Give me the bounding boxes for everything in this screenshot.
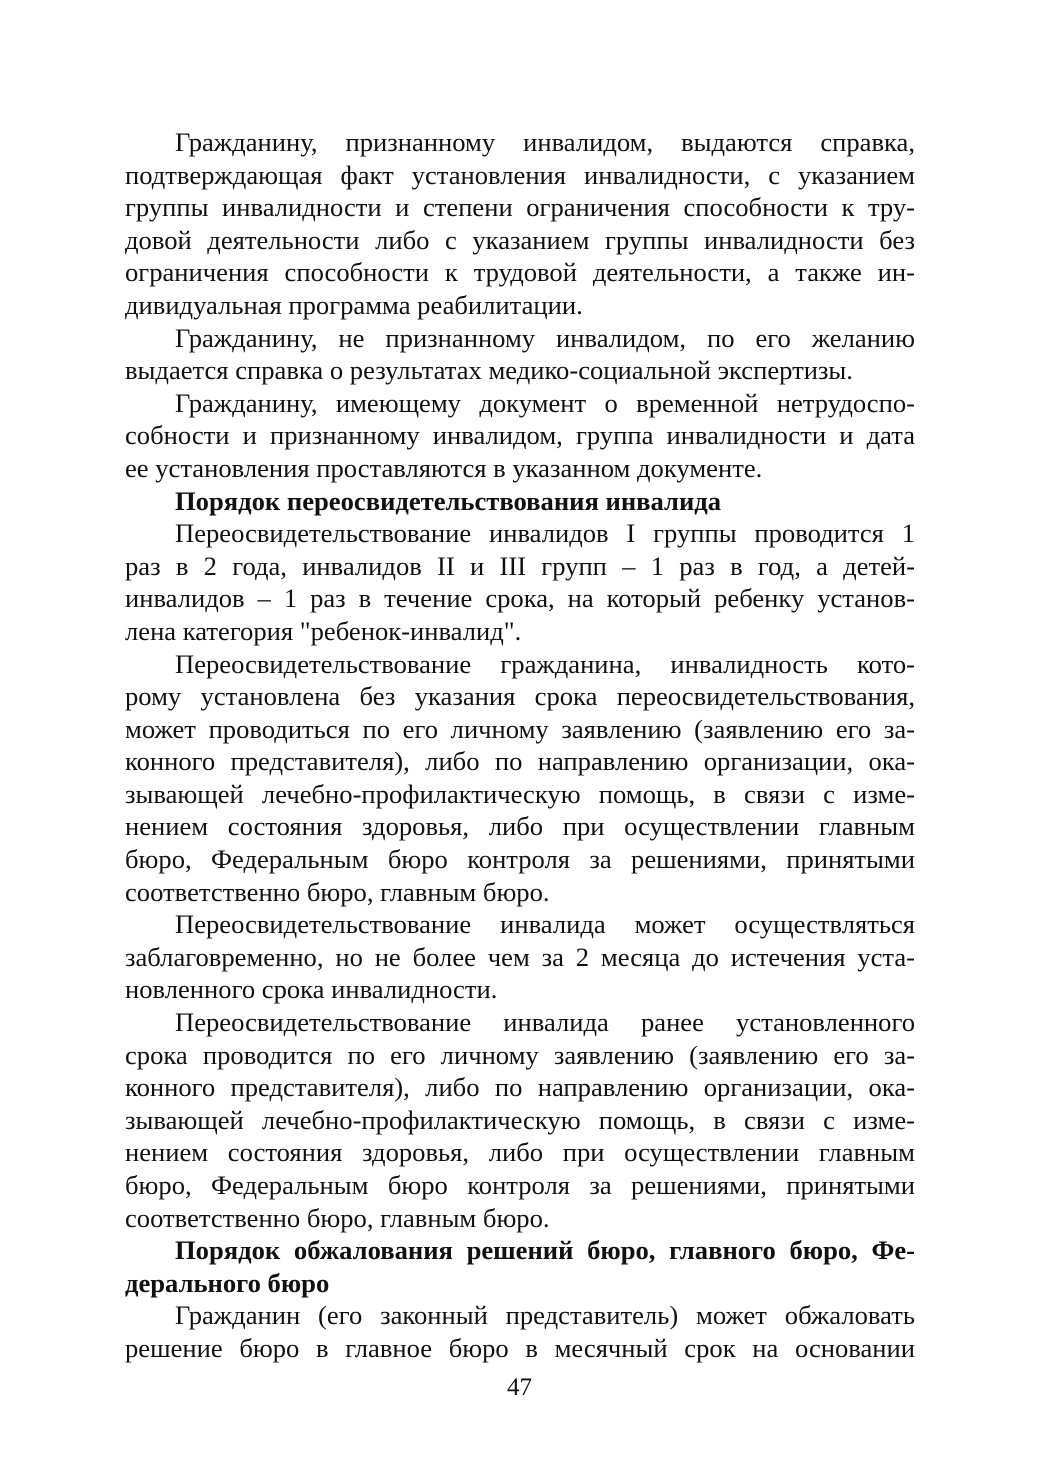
paragraph bbox=[125, 517, 915, 647]
text-line: Переосвидетельствование инвалида ранее установленного bbox=[175, 1007, 915, 1038]
text-line: бюро, Федеральным бюро контроля за решениями, принятыми bbox=[125, 1170, 915, 1200]
text-line: бюро, Федеральным бюро контроля за решениями, принятыми bbox=[125, 844, 915, 875]
paragraph bbox=[125, 387, 915, 485]
text-line: решение бюро в главное бюро в месячный срок на основании bbox=[125, 1332, 915, 1363]
page-body bbox=[125, 126, 915, 1365]
text-line: Гражданину, имеющему документ о временной нетрудоспо- bbox=[175, 387, 915, 418]
text-line: Гражданину, не признанному инвалидом, по его желанию bbox=[175, 322, 915, 353]
text-line: Гражданину, признанному инвалидом, выдаются справка, bbox=[175, 127, 915, 157]
paragraph bbox=[125, 648, 915, 909]
text-line: соответственно бюро, главным бюро. bbox=[125, 1202, 550, 1233]
text-line: может проводиться по его личному заявлению (заявлению его за- bbox=[125, 713, 915, 744]
text-line: выдается справка о результатах медико-социальной экспертизы. bbox=[125, 355, 853, 386]
text-line: конного представителя), либо по направлению организации, ока- bbox=[125, 1072, 915, 1103]
text-line: рому установлена без указания срока переосвидетельствования, bbox=[125, 681, 915, 712]
heading-line: Порядок переосвидетельствования инвалида bbox=[175, 485, 722, 516]
text-line: лена категория "ребенок-инвалид". bbox=[125, 615, 522, 646]
text-line: соответственно бюро, главным бюро. bbox=[125, 876, 550, 907]
heading-line: дерального бюро bbox=[125, 1267, 330, 1298]
paragraph bbox=[125, 1299, 915, 1364]
text-line: дивидуальная программа реабилитации. bbox=[125, 289, 583, 320]
text-line: срока проводится по его личному заявлению (заявлению его за- bbox=[125, 1039, 915, 1070]
text-line: Переосвидетельствование гражданина, инвалидность кото- bbox=[175, 648, 915, 679]
text-line: довой деятельности либо с указанием группы инвалидности без bbox=[125, 224, 915, 255]
text-line: группы инвалидности и степени ограничения способности к тру- bbox=[125, 192, 915, 223]
text-line: подтверждающая факт установления инвалидности, с указанием bbox=[125, 159, 915, 190]
text-line: раз в 2 года, инвалидов II и III групп – 1 раз в год, а детей- bbox=[125, 550, 915, 581]
text-line: нением состояния здоровья, либо при осуществлении главным bbox=[125, 811, 915, 842]
text-line: нением состояния здоровья, либо при осуществлении главным bbox=[125, 1137, 915, 1168]
page-number: 47 bbox=[507, 1374, 532, 1401]
section-heading bbox=[125, 485, 915, 518]
heading-line: Порядок обжалования решений бюро, главного бюро, Фе- bbox=[175, 1235, 915, 1266]
text-line: новленного срока инвалидности. bbox=[125, 974, 498, 1005]
text-line: конного представителя), либо по направлению организации, ока- bbox=[125, 746, 915, 777]
text-line: Гражданин (его законный представитель) может обжаловать bbox=[175, 1300, 915, 1331]
text-line: заблаговременно, но не более чем за 2 месяца до истечения уста- bbox=[125, 941, 915, 972]
text-line: инвалидов – 1 раз в течение срока, на который ребенку установ- bbox=[125, 583, 915, 614]
text-line: Переосвидетельствование инвалида может осуществляться bbox=[175, 909, 915, 940]
section-heading bbox=[125, 1234, 915, 1299]
paragraph bbox=[125, 908, 915, 1006]
text-line: ограничения способности к трудовой деятельности, а также ин- bbox=[125, 257, 915, 288]
text-line: зывающей лечебно-профилактическую помощь, в связи с изме- bbox=[125, 1104, 915, 1135]
paragraph bbox=[125, 126, 915, 322]
paragraph bbox=[125, 322, 915, 387]
text-line: зывающей лечебно-профилактическую помощь, в связи с изме- bbox=[125, 778, 915, 809]
text-line: Переосвидетельствование инвалидов I группы проводится 1 bbox=[175, 518, 915, 549]
paragraph bbox=[125, 1006, 915, 1234]
text-line: ее установления проставляются в указанном документе. bbox=[125, 452, 763, 483]
text-line: собности и признанному инвалидом, группа инвалидности и дата bbox=[125, 420, 915, 451]
